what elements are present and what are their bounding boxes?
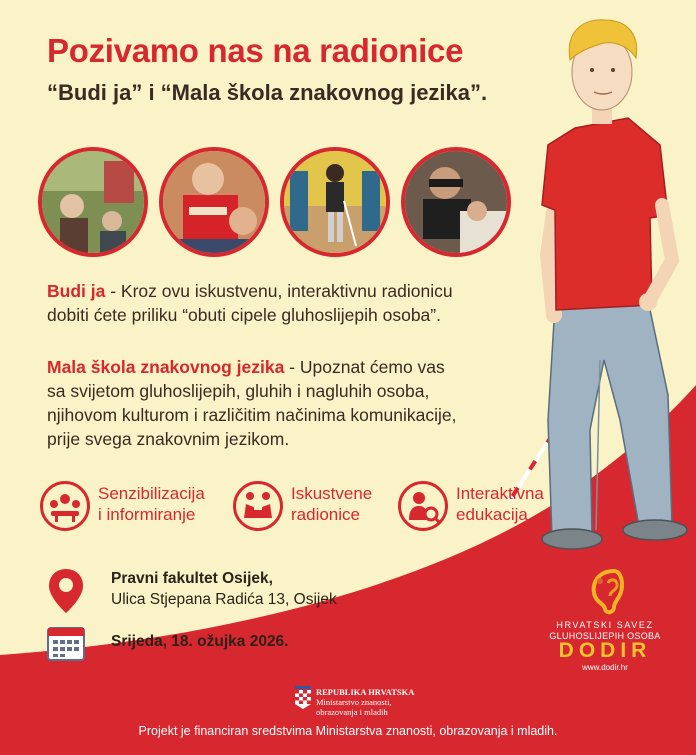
description-title: Mala škola znakovnog jezika	[47, 357, 285, 377]
logo-name: DODIR	[558, 639, 652, 662]
feature-label: edukacija	[456, 505, 528, 524]
feature-label: i informiranje	[98, 505, 196, 524]
learner-search-icon	[398, 481, 448, 531]
feature-label: Senzibilizacija	[98, 484, 205, 503]
logo-line-1: HRVATSKI SAVEZ	[556, 620, 654, 630]
event-venue: Pravni fakultet Osijek,	[111, 570, 273, 587]
feature-label: radionice	[291, 505, 360, 524]
feature-iskustvene	[233, 481, 393, 533]
workshop-photo-2	[159, 147, 269, 257]
handshake-icon	[233, 481, 283, 531]
ear-logo-icon	[588, 567, 628, 615]
description-title: Budi ja	[47, 281, 106, 301]
feature-label: Interaktivna	[456, 484, 544, 503]
event-date: Srijeda, 18. ožujka 2026.	[111, 633, 289, 650]
feature-interaktivna	[398, 481, 558, 533]
group-discussion-icon	[40, 481, 90, 531]
workshop-photo-4	[401, 147, 511, 257]
description-line: dobiti ćete priliku “obuti cipele gluhoslijepih osoba”.	[47, 305, 441, 325]
description-mala-skola	[47, 355, 456, 451]
description-line: - Upoznat ćemo vas	[284, 357, 445, 377]
description-line: sa svijetom gluhoslijepih, gluhih i nagluhih osoba,	[47, 381, 430, 401]
funding-note: Projekt je financiran sredstvima Ministarstva znanosti, obrazovanja i mladih.	[138, 724, 558, 738]
description-line: - Kroz ovu iskustvenu, interaktivnu radionicu	[105, 281, 453, 301]
feature-label: Iskustvene	[291, 484, 373, 503]
description-line: prije svega znakovnim jezikom.	[47, 429, 290, 449]
logo-line-2: GLUHOSLIJEPIH OSOBA	[549, 631, 661, 641]
feature-senzibilizacija	[40, 481, 220, 533]
calendar-icon	[47, 625, 85, 661]
workshop-photo-1	[38, 147, 148, 257]
workshop-photo-3	[280, 147, 390, 257]
ministry-text	[316, 687, 414, 717]
ministry-line-3: obrazovanja i mladih	[316, 707, 388, 717]
location-pin-icon	[46, 567, 86, 615]
page-title: Pozivamo nas na radionice	[47, 32, 464, 69]
croatian-coat-of-arms-icon	[294, 686, 312, 710]
ministry-line-2: Ministarstvo znanosti,	[316, 697, 392, 707]
description-line: njihovom kulturom i različitim načinima komunikacije,	[47, 405, 457, 425]
page-subtitle: “Budi ja” i “Mala škola znakovnog jezika”.	[47, 80, 488, 105]
event-address: Ulica Stjepana Radića 13, Osijek	[111, 591, 337, 608]
logo-url: www.dodir.hr	[582, 663, 628, 672]
ministry-line-1: REPUBLIKA HRVATSKA	[316, 687, 415, 697]
description-budi-ja	[47, 279, 453, 327]
